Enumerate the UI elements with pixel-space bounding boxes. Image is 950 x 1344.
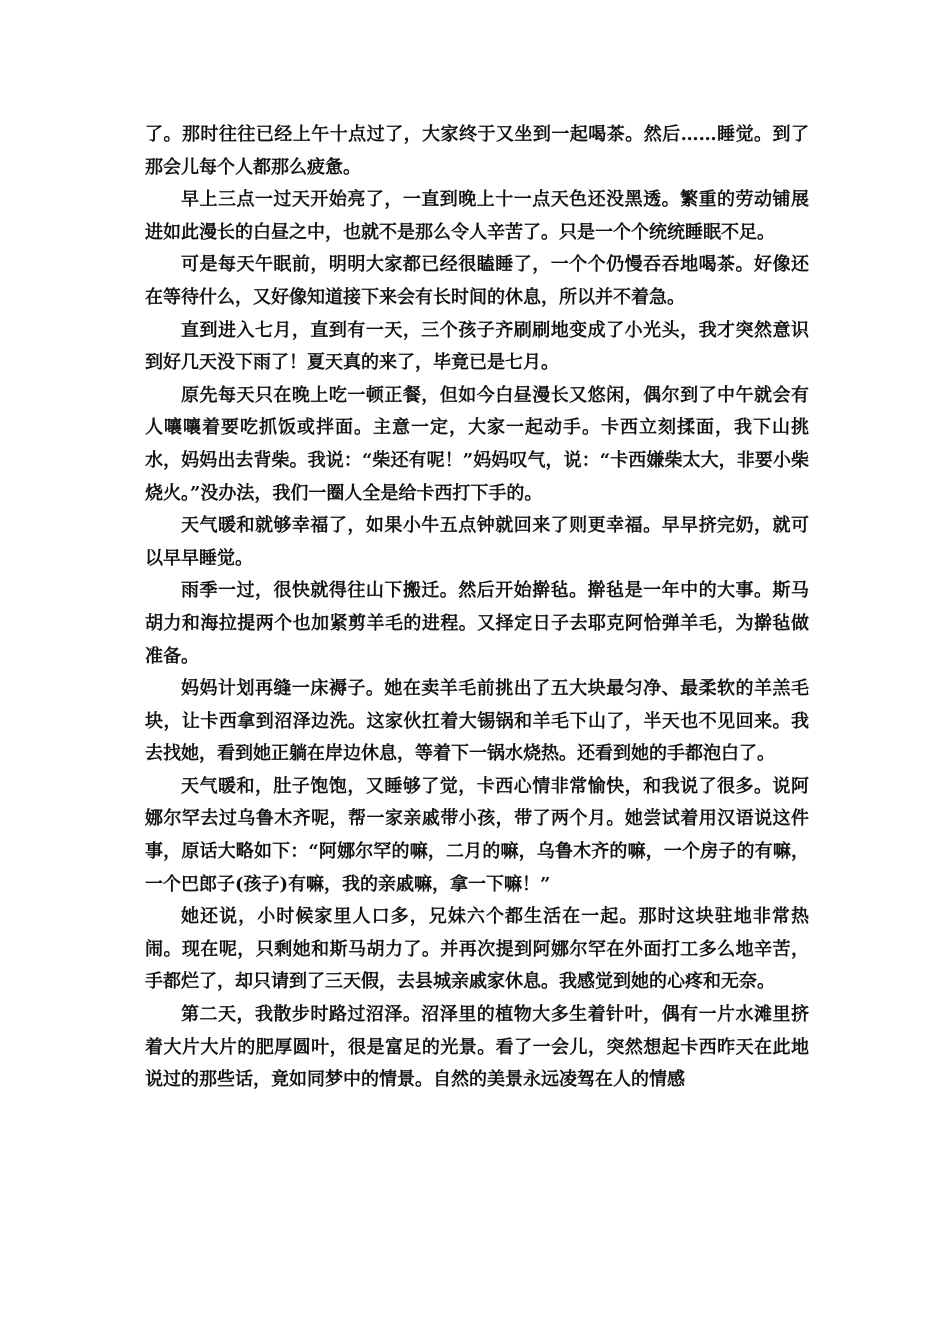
paragraph-felt-making: 雨季一过，很快就得往山下搬迁。然后开始擀毡。擀毡是一年中的大事。斯马胡力和海拉提两个也加紧剪羊毛的进程。又择定日子去耶克阿恰弹羊毛，为擀毡做准备。 <box>145 580 809 667</box>
paragraph-warm-weather: 天气暖和就够幸福了，如果小牛五点钟就回来了则更幸福。早早挤完奶，就可以早早睡觉。 <box>145 515 809 569</box>
paragraph-lunch: 原先每天只在晚上吃一顿正餐，但如今白昼漫长又悠闲，偶尔到了中午就会有人嚷嚷着要吃抓饭或拌面。主意一定，大家一起动手。卡西立刻揉面，我下山挑水，妈妈出去背柴。我说：“柴还有呢！”妈妈叹气，说：“卡西嫌柴太大，非要小柴烧火。”没办法，我们一圈人全是给卡西打下手的。 <box>145 384 809 504</box>
document-page <box>145 119 809 1097</box>
paragraph-continuation: 了。那时往往已经上午十点过了，大家终于又坐到一起喝茶。然后……睡觉。到了那会儿每个人都那么疲惫。 <box>145 124 809 178</box>
paragraph-swamp-walk: 第二天，我散步时路过沼泽。沼泽里的植物大多生着针叶，偶有一片水滩里挤着大片大片的肥厚圆叶，很是富足的光景。看了一会儿，突然想起卡西昨天在此地说过的那些话，竟如同梦中的情景。自然的美景永远凌驾在人的情感 <box>145 1004 809 1091</box>
paragraph-daylight: 早上三点一过天开始亮了，一直到晚上十一点天色还没黑透。繁重的劳动铺展进如此漫长的白昼之中，也就不是那么令人辛苦了。只是一个个统统睡眠不足。 <box>145 189 809 243</box>
paragraph-mattress: 妈妈计划再缝一床褥子。她在卖羊毛前挑出了五大块最匀净、最柔软的羊羔毛块，让卡西拿到沼泽边洗。这家伙扛着大锡锅和羊毛下山了，半天也不见回来。我去找她，看到她正躺在岸边休息，等着下一锅水烧热。还看到她的手都泡白了。 <box>145 678 809 765</box>
paragraph-childhood: 她还说，小时候家里人口多，兄妹六个都生活在一起。那时这块驻地非常热闹。现在呢，只剩她和斯马胡力了。并再次提到阿娜尔罕在外面打工多么地辛苦，手都烂了，却只请到了三天假，去县城亲戚家休息。我感觉到她的心疼和无奈。 <box>145 906 809 993</box>
paragraph-afternoon-tea: 可是每天午眠前，明明大家都已经很瞌睡了，一个个仍慢吞吞地喝茶。好像还在等待什么，又好像知道接下来会有长时间的休息，所以并不着急。 <box>145 254 809 308</box>
paragraph-july: 直到进入七月，直到有一天，三个孩子齐刷刷地变成了小光头，我才突然意识到好几天没下雨了！夏天真的来了，毕竟已是七月。 <box>145 319 809 374</box>
paragraph-anaerhan: 天气暖和，肚子饱饱，又睡够了觉，卡西心情非常愉快，和我说了很多。说阿娜尔罕去过乌鲁木齐呢，帮一家亲戚带小孩，带了两个月。她尝试着用汉语说这件事，原话大略如下：“阿娜尔罕的嘛，二月的嘛，乌鲁木齐的嘛，一个房子的有嘛，一个巴郎子(孩子)有嘛，我的亲戚嘛，拿一下嘛！” <box>145 775 809 895</box>
